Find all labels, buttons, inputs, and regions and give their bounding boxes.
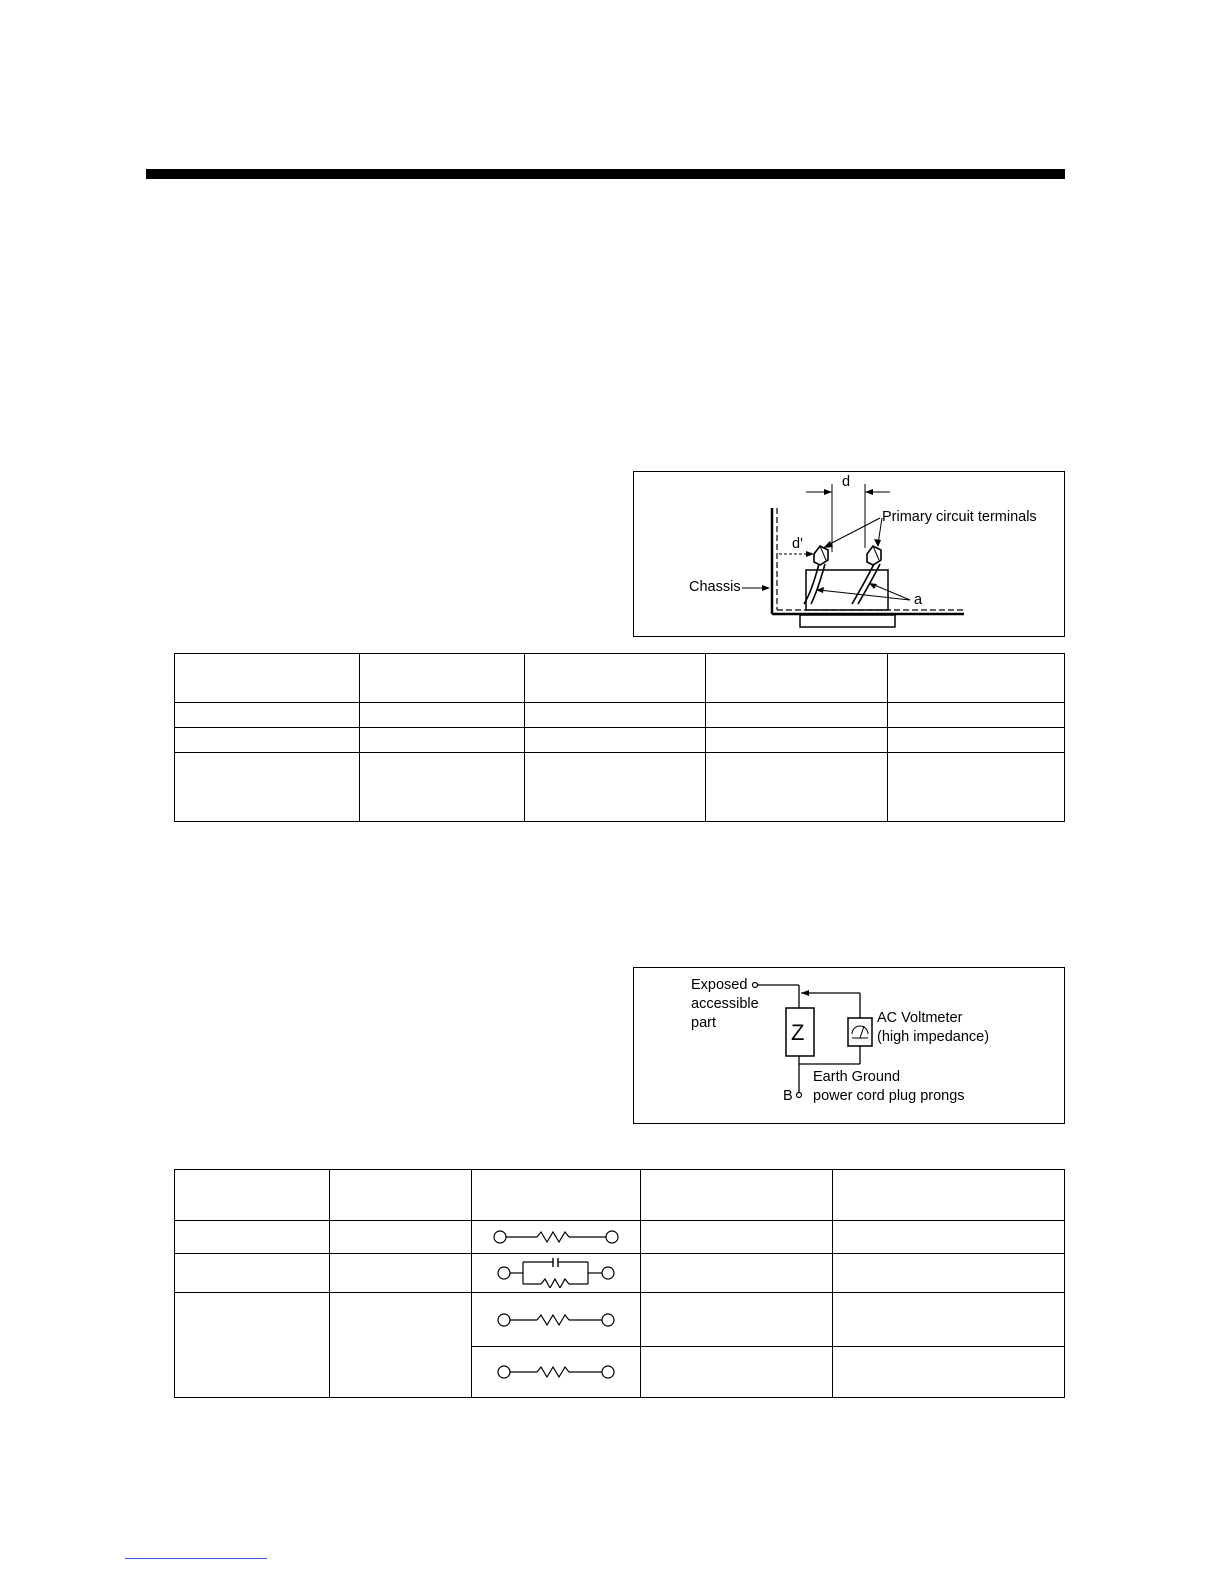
table-cell	[706, 728, 888, 753]
table-header-cell	[525, 654, 706, 703]
table-row	[175, 703, 1065, 728]
table-cell	[706, 703, 888, 728]
table-cell	[888, 703, 1065, 728]
exposed-part-label-3: part	[691, 1015, 716, 1031]
point-b-label: B	[783, 1088, 793, 1104]
resistor-symbol-icon	[493, 1227, 619, 1247]
table-cell	[175, 1221, 330, 1254]
table-header-cell	[833, 1170, 1065, 1221]
leakage-test-figure	[633, 967, 1065, 1124]
voltmeter-label-2: (high impedance)	[877, 1029, 990, 1045]
footer-link-underline[interactable]	[125, 1558, 267, 1559]
table-header-cell	[175, 654, 360, 703]
resistor-symbol-icon	[497, 1310, 615, 1330]
rc-parallel-symbol-icon	[497, 1258, 615, 1288]
table-cell	[472, 1254, 641, 1293]
table-cell	[330, 1221, 472, 1254]
table-cell	[360, 753, 525, 822]
table-cell	[641, 1347, 833, 1398]
table-cell	[175, 1293, 330, 1398]
voltmeter-label-1: AC Voltmeter	[877, 1010, 963, 1026]
chassis-label: Chassis	[689, 579, 741, 595]
table-row	[175, 753, 1065, 822]
table-cell	[472, 1221, 641, 1254]
table-cell	[641, 1293, 833, 1347]
top-rule	[146, 169, 1065, 179]
dimension-d-label: d	[842, 474, 851, 490]
table-cell	[330, 1254, 472, 1293]
table-cell	[175, 728, 360, 753]
table-cell	[175, 703, 360, 728]
table-cell	[888, 753, 1065, 822]
table-header-cell	[175, 1170, 330, 1221]
primary-terminals-label: Primary circuit terminals	[882, 509, 1037, 525]
table-cell	[641, 1254, 833, 1293]
leakage-table	[174, 1169, 1065, 1398]
table-cell	[360, 703, 525, 728]
table-cell	[525, 753, 706, 822]
table-cell	[833, 1347, 1065, 1398]
table-cell	[472, 1347, 641, 1398]
clearance-table	[174, 653, 1065, 822]
table-cell	[472, 1293, 641, 1347]
table-header-cell	[888, 654, 1065, 703]
table-header-cell	[360, 654, 525, 703]
transformer-diagram-icon	[634, 472, 1066, 638]
table-cell	[888, 728, 1065, 753]
table-cell	[706, 753, 888, 822]
resistor-symbol-icon	[497, 1362, 615, 1382]
table-row	[175, 1254, 1065, 1293]
earth-ground-label-1: Earth Ground	[813, 1069, 901, 1085]
table-cell	[833, 1221, 1065, 1254]
table-row	[175, 1170, 1065, 1221]
insulation-clearance-figure	[633, 471, 1065, 637]
table-header-cell	[706, 654, 888, 703]
table-row	[175, 728, 1065, 753]
table-header-cell	[641, 1170, 833, 1221]
table-cell	[175, 753, 360, 822]
table-cell	[330, 1293, 472, 1398]
insulation-a-label: a	[914, 592, 923, 608]
table-cell	[360, 728, 525, 753]
table-cell	[175, 1254, 330, 1293]
exposed-part-label-1: Exposed	[691, 977, 748, 993]
exposed-part-label-2: accessible	[691, 996, 759, 1012]
table-header-cell	[472, 1170, 641, 1221]
impedance-z-label: Z	[791, 1020, 805, 1045]
table-cell	[525, 728, 706, 753]
table-cell	[525, 703, 706, 728]
table-cell	[833, 1293, 1065, 1347]
table-row	[175, 654, 1065, 703]
earth-ground-label-2: power cord plug prongs	[813, 1088, 965, 1104]
table-row	[175, 1293, 1065, 1347]
table-header-cell	[330, 1170, 472, 1221]
table-cell	[641, 1221, 833, 1254]
table-row	[175, 1221, 1065, 1254]
dimension-d-prime-label: d'	[792, 536, 803, 552]
table-cell	[833, 1254, 1065, 1293]
